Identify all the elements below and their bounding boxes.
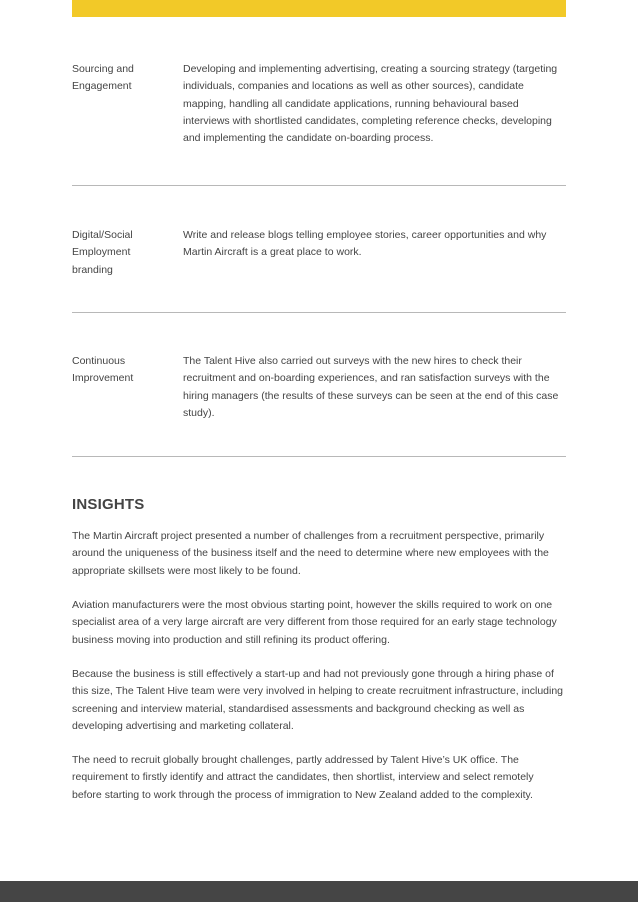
- divider: [72, 456, 566, 457]
- footer-bar: [0, 881, 638, 902]
- section-heading-insights: INSIGHTS: [72, 496, 145, 513]
- row-text: The Talent Hive also carried out surveys with the new hires to check their recruitment and on-boarding experiences, and ran satisfaction surveys with the hiring managers (the results of these surveys can be seen at the end of this case study).: [183, 355, 559, 419]
- insights-paragraph: Because the business is still effectively a start-up and had not previously gone through a hiring phase of this size, The Talent Hive team were very involved in helping to create recruitment infrastructure, including screening and interview material, standardised assessments and background checking as well as developing advertising and marketing collateral.: [72, 668, 564, 732]
- divider: [72, 185, 566, 186]
- row-label: Continuous Improvement: [72, 355, 134, 385]
- insights-paragraph: The Martin Aircraft project presented a number of challenges from a recruitment perspective, primarily around the uniqueness of the business itself and the need to determine where new employees with the appropriate skillsets were most likely to be found.: [72, 530, 549, 577]
- row-text: Write and release blogs telling employee stories, career opportunities and why Martin Aircraft is a great place to work.: [183, 229, 547, 259]
- divider: [72, 312, 566, 313]
- insights-paragraph: The need to recruit globally brought challenges, partly addressed by Talent Hive’s UK office. The requirement to firstly identify and attract the candidates, then shortlist, interview and select remotely before starting to work through the process of immigration to New Zealand added to the complexity.: [72, 754, 534, 801]
- insights-paragraph: Aviation manufacturers were the most obvious starting point, however the skills required to work on one specialist area of a very large aircraft are very different from those required for an early stage technology business moving into production and still refining its product offering.: [72, 599, 557, 646]
- top-accent-bar: [72, 0, 566, 17]
- row-label: Sourcing and Engagement: [72, 63, 134, 93]
- row-text: Developing and implementing advertising, creating a sourcing strategy (targeting individuals, companies and locations as well as other sources), candidate mapping, handling all candidate applications, running behavioural based interviews with shortlisted candidates, completing reference checks, developing and implementing the candidate on-boarding process.: [183, 63, 558, 145]
- row-label: Digital/Social Employment branding: [72, 229, 133, 276]
